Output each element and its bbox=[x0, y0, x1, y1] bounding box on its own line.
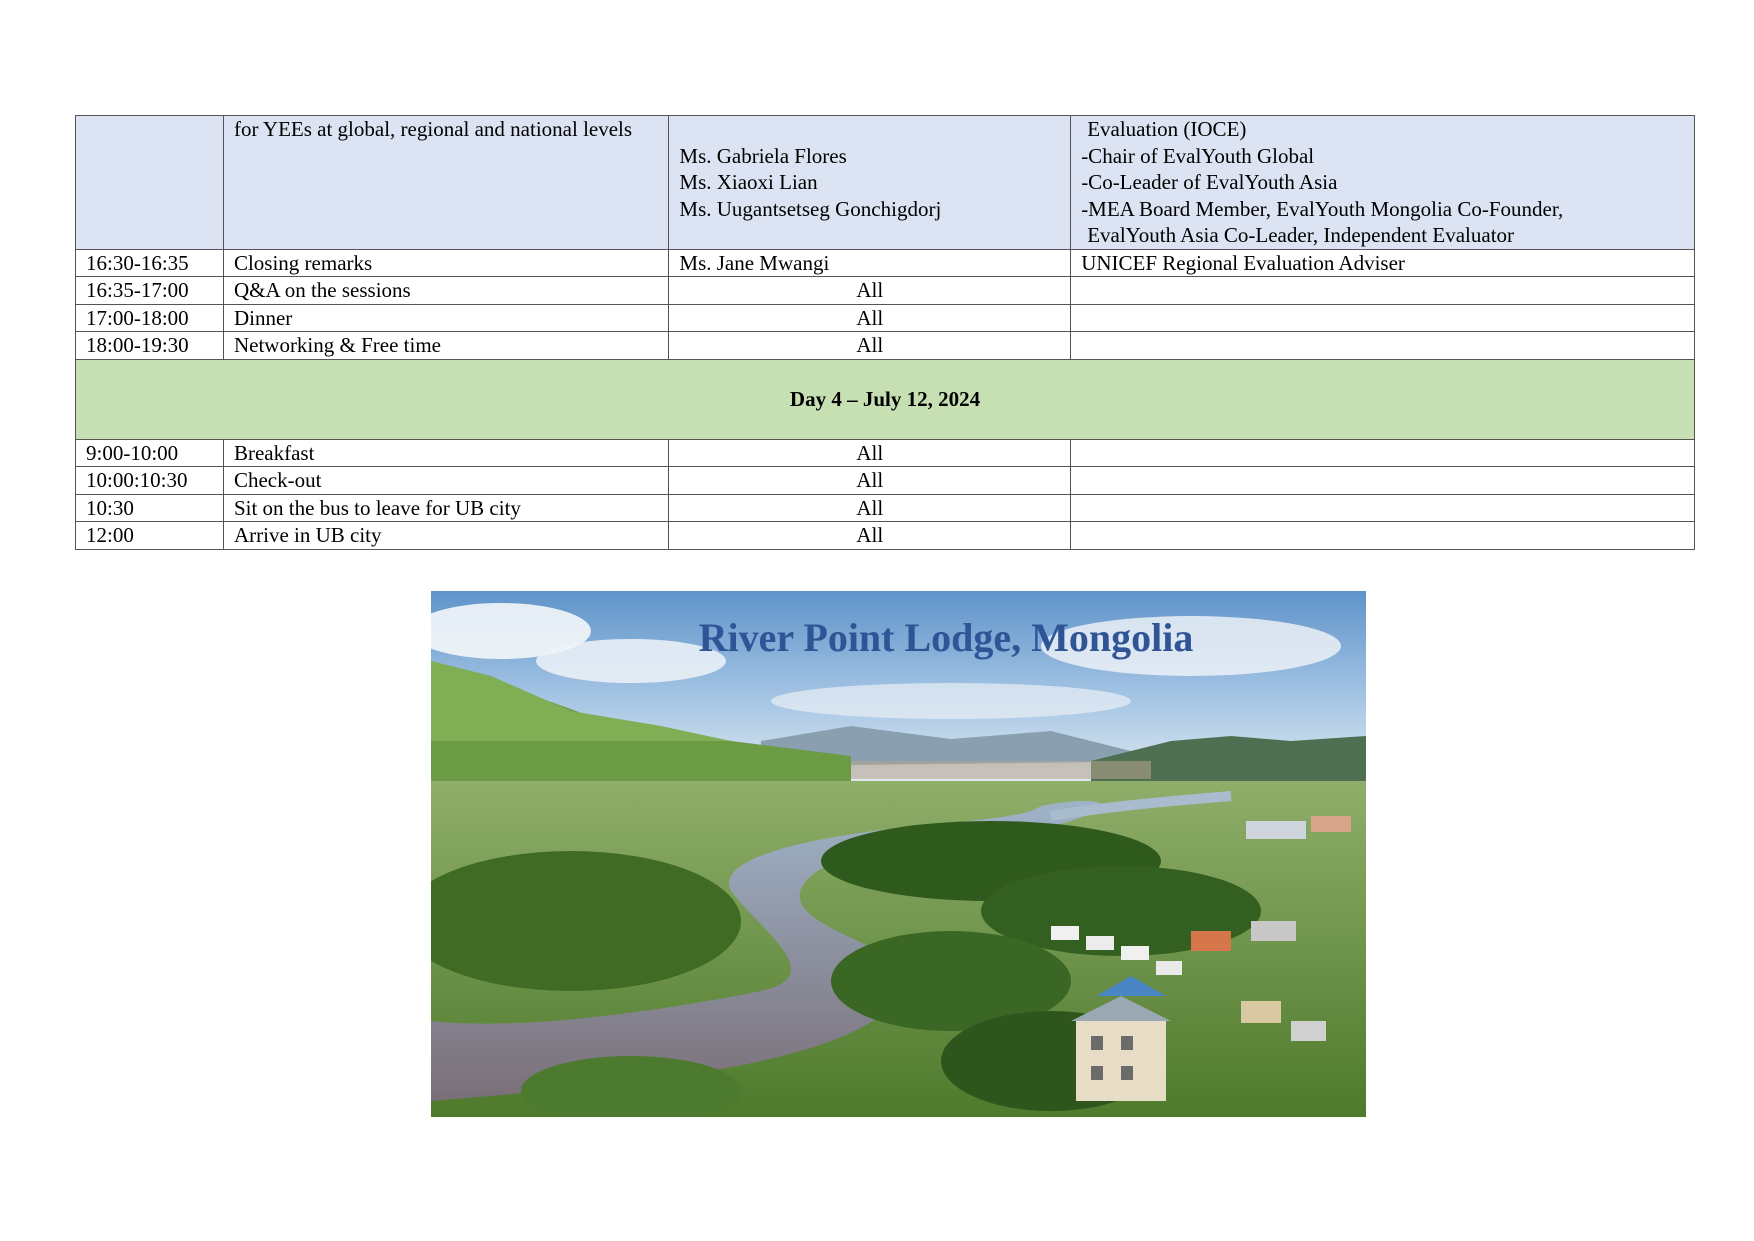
speaker-name: Ms. Xiaoxi Lian bbox=[679, 170, 818, 194]
speaker-cell: All bbox=[669, 277, 1071, 305]
activity-cell: Networking & Free time bbox=[223, 332, 668, 360]
time-cell: 16:35-17:00 bbox=[76, 277, 224, 305]
speaker-cell: All bbox=[669, 332, 1071, 360]
table-row bbox=[76, 439, 1695, 467]
role-cell bbox=[1071, 494, 1695, 522]
role-cell bbox=[1071, 277, 1695, 305]
lodge-photo bbox=[431, 591, 1366, 1117]
speaker-role: -Co-Leader of EvalYouth Asia bbox=[1081, 170, 1338, 194]
role-cell bbox=[1071, 332, 1695, 360]
speaker-cell: All bbox=[669, 522, 1071, 550]
speaker-name: Ms. Uugantsetseg Gonchigdorj bbox=[679, 196, 942, 221]
activity-cell: Arrive in UB city bbox=[223, 522, 668, 550]
time-cell bbox=[76, 116, 224, 250]
table-row bbox=[76, 467, 1695, 495]
table-row bbox=[76, 249, 1695, 277]
day-header: Day 4 – July 12, 2024 bbox=[76, 359, 1695, 439]
activity-cell: Dinner bbox=[223, 304, 668, 332]
table-row bbox=[76, 494, 1695, 522]
topic-cell: for YEEs at global, regional and national levels bbox=[223, 116, 668, 250]
speakers-cell bbox=[669, 116, 1071, 250]
time-cell: 16:30-16:35 bbox=[76, 249, 224, 277]
agenda-table bbox=[75, 115, 1695, 550]
photo-caption: River Point Lodge, Mongolia bbox=[698, 615, 1194, 660]
role-cell bbox=[1071, 304, 1695, 332]
activity-cell: Breakfast bbox=[223, 439, 668, 467]
role-cell bbox=[1071, 467, 1695, 495]
speaker-cell: Ms. Jane Mwangi bbox=[669, 249, 1071, 277]
activity-cell: Q&A on the sessions bbox=[223, 277, 668, 305]
role-cell bbox=[1071, 522, 1695, 550]
activity-cell: Check-out bbox=[223, 467, 668, 495]
landscape-illustration bbox=[431, 591, 1366, 1117]
speaker-role: -Chair of EvalYouth Global bbox=[1081, 143, 1315, 168]
speaker-cell: All bbox=[669, 467, 1071, 495]
table-row bbox=[76, 277, 1695, 305]
day-header-row bbox=[76, 359, 1695, 439]
table-row bbox=[76, 332, 1695, 360]
time-cell: 9:00-10:00 bbox=[76, 439, 224, 467]
roles-cell bbox=[1071, 116, 1695, 250]
time-cell: 18:00-19:30 bbox=[76, 332, 224, 360]
speaker-role: -MEA Board Member, EvalYouth Mongolia Co-Founder, bbox=[1081, 196, 1564, 221]
role-cell bbox=[1071, 439, 1695, 467]
activity-cell: Closing remarks bbox=[223, 249, 668, 277]
table-row bbox=[76, 304, 1695, 332]
time-cell: 10:30 bbox=[76, 494, 224, 522]
table-row bbox=[76, 522, 1695, 550]
activity-cell: Sit on the bus to leave for UB city bbox=[223, 494, 668, 522]
time-cell: 10:00:10:30 bbox=[76, 467, 224, 495]
table-row bbox=[76, 116, 1695, 250]
time-cell: 12:00 bbox=[76, 522, 224, 550]
speaker-name: Ms. Gabriela Flores bbox=[679, 143, 847, 168]
time-cell: 17:00-18:00 bbox=[76, 304, 224, 332]
speaker-role: Evaluation (IOCE) bbox=[1087, 117, 1247, 141]
speaker-cell: All bbox=[669, 494, 1071, 522]
role-cell: UNICEF Regional Evaluation Adviser bbox=[1071, 249, 1695, 277]
speaker-cell: All bbox=[669, 304, 1071, 332]
speaker-cell: All bbox=[669, 439, 1071, 467]
speaker-role: EvalYouth Asia Co-Leader, Independent Evaluator bbox=[1087, 223, 1515, 247]
